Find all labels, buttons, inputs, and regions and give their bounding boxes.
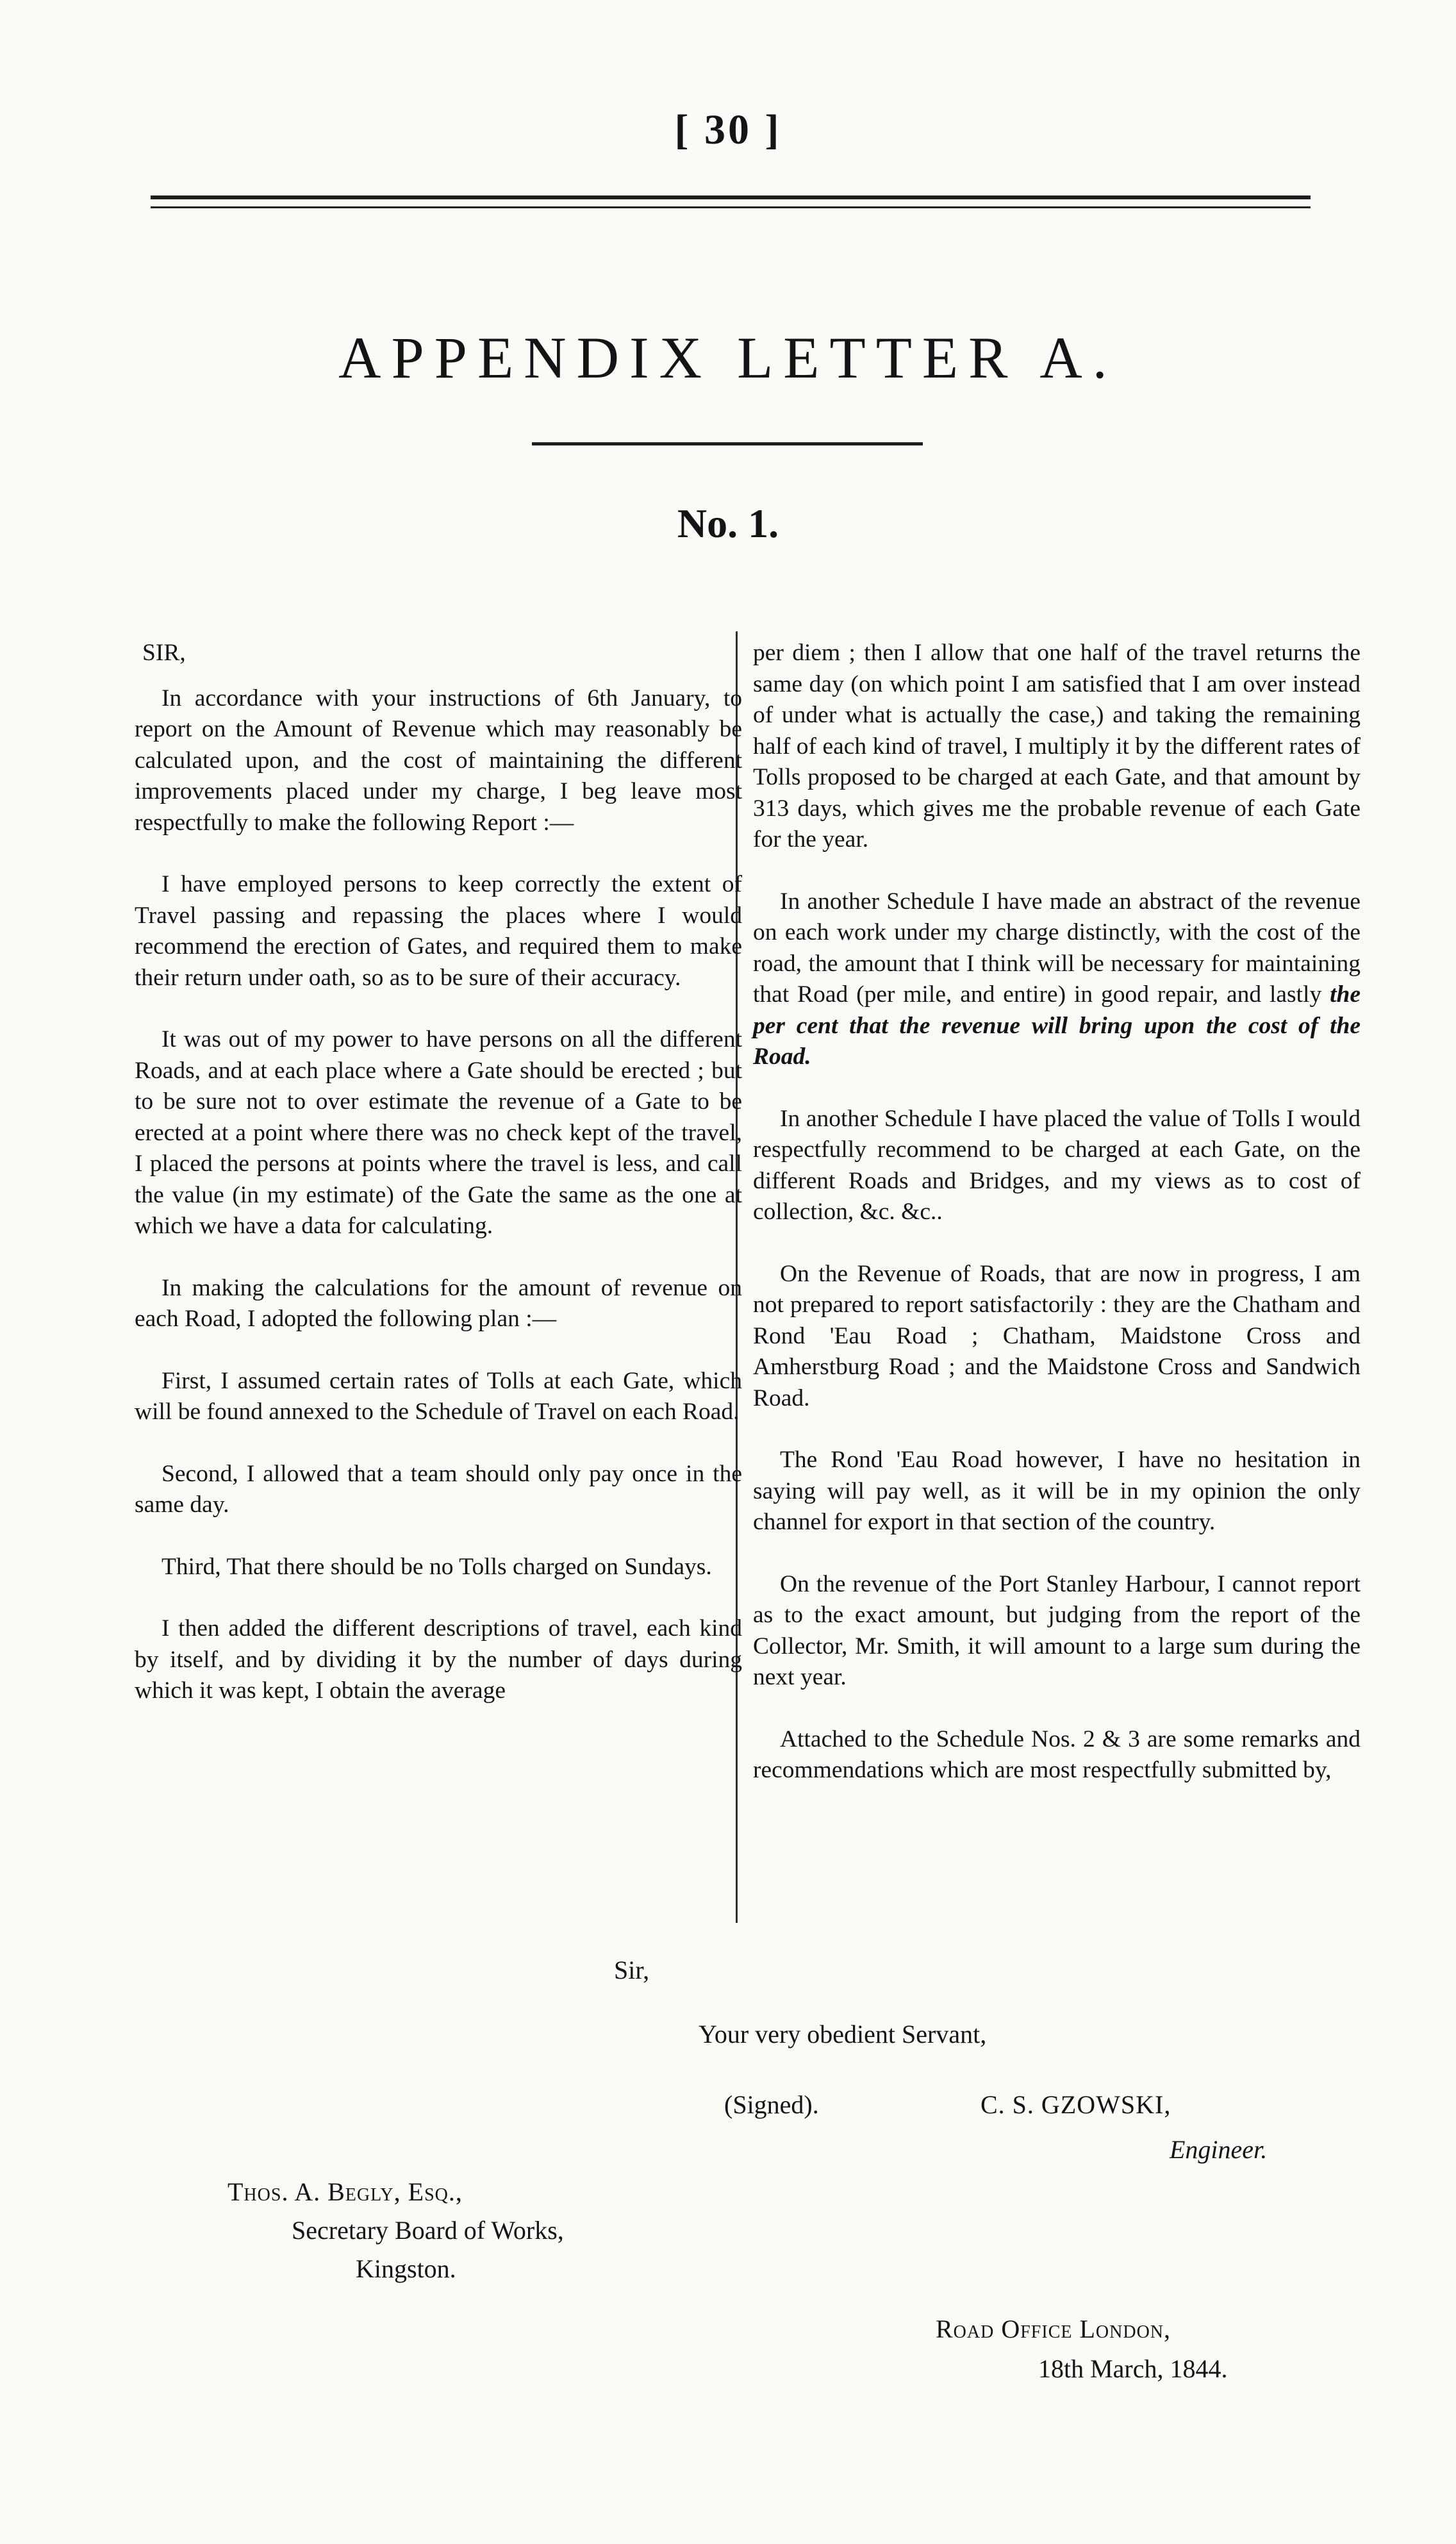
closing-sir: Sir, [614, 1956, 650, 1984]
paragraph: Attached to the Schedule Nos. 2 & 3 are some remarks and recommendations which are most respectfully submitted by, [753, 1725, 1361, 1783]
signatory-name: C. S. GZOWSKI, [980, 2090, 1171, 2119]
paragraph: In accordance with your instructions of 6th January, to report on the Amount of Revenue which may reasonably be calculated upon, and the cost of maintaining the different improvements placed under my charge, I beg leave most respectfully to make the following Report :— [135, 685, 742, 836]
paragraph: I have employed persons to keep correctly the extent of Travel passing and repassing the places where I would recommend the erection of Gates, and required them to make their return under oath, so as to be sure of their accuracy. [135, 871, 742, 991]
addressee-title: Secretary Board of Works, [292, 2216, 564, 2245]
number-heading: No. 1. [677, 501, 779, 546]
right-column [753, 638, 1361, 1817]
paragraph: First, I assumed certain rates of Tolls at each Gate, which will be found annexed to the Schedule of Travel on each Road. [135, 1367, 742, 1425]
paragraph: In another Schedule I have placed the value of Tolls I would respectfully recommend to be charged at each Gate, on the different Roads and Bridges, and my views as to cost of collection, &c. &c.. [753, 1105, 1361, 1225]
paragraph: The Rond 'Eau Road however, I have no hesitation in saying will pay well, as it will be in my opinion the only channel for export in that section of the country. [753, 1447, 1361, 1535]
signed-label: (Signed). [724, 2090, 819, 2119]
closing-line: Your very obedient Servant, [699, 2020, 987, 2049]
paragraph [753, 886, 1361, 1073]
paragraph: Third, That there should be no Tolls charged on Sundays. [161, 1553, 712, 1580]
paragraph-text: In another Schedule I have made an abstract of the revenue on each work under my charge distinctly, with the cost of the road, the amount that I think will be necessary for maintaining that Road (per mile, and entire) in good repair, and lastly [753, 888, 1361, 1008]
paragraph: I then added the different descriptions of travel, each kind by itself, and by dividing it by the number of days during which it was kept, I obtain the average [135, 1615, 742, 1704]
left-column [135, 638, 742, 1738]
paragraph-continued: per diem ; then I allow that one half of the travel returns the same day (on which point I am satisfied that I am over instead of under what is actually the case,) and taking the remaining half of each kind of travel, I multiply it by the different rates of Tolls proposed to be charged at each Gate, and that amount by 313 days, which gives me the probable revenue of each Gate for the year. [753, 640, 1361, 852]
paragraph: Second, I allowed that a team should only pay once in the same day. [135, 1460, 742, 1518]
paragraph: On the revenue of the Port Stanley Harbour, I cannot report as to the exact amount, but judging from the report of the Collector, Mr. Smith, it will amount to a large sum during the next year. [753, 1570, 1361, 1690]
paragraph: It was out of my power to have persons on all the different Roads, and at each place where a Gate should be erected ; but to be sure not to over estimate the revenue of a Gate to be erected at a point where there was no check kept of the travel, I placed the persons at points where the travel is less, and call the value (in my estimate) of the Gate the same as the one at which we have a data for calculating. [135, 1026, 742, 1239]
top-rule-thin [151, 206, 1311, 208]
appendix-title: APPENDIX LETTER A. [338, 325, 1118, 390]
salutation: SIR, [142, 640, 186, 666]
emphasis-text: the per cent that the revenue will bring upon the cost of the Road. [753, 981, 1361, 1070]
title-rule [532, 442, 923, 445]
office-date: 18th March, 1844. [1038, 2354, 1228, 2383]
addressee-place: Kingston. [356, 2254, 456, 2283]
office-place: Road Office London, [936, 2315, 1171, 2343]
page-number: [ 30 ] [674, 106, 782, 153]
top-rule-thick [151, 195, 1311, 199]
paragraph: In making the calculations for the amount of revenue on each Road, I adopted the following plan :— [135, 1274, 742, 1332]
paragraph: On the Revenue of Roads, that are now in progress, I am not prepared to report satisfactorily : they are the Chatham and Rond 'Eau Road ; Chatham, Maidstone Cross and Amherstburg Road ; and the Maidstone Cross and Sandwich Road. [753, 1260, 1361, 1411]
signatory-title: Engineer. [1170, 2135, 1268, 2164]
addressee-name: Thos. A. Begly, Esq., [228, 2177, 463, 2206]
